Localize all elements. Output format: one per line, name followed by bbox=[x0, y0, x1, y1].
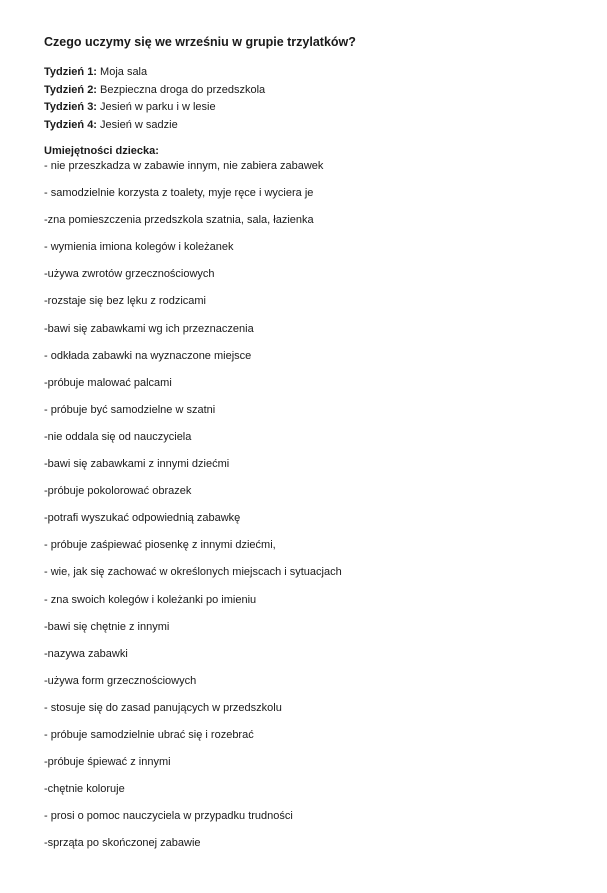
week-item bbox=[44, 117, 584, 135]
skill-item: -sprząta po skończonej zabawie bbox=[44, 837, 201, 850]
week-label: Tydzień 3: bbox=[44, 101, 97, 113]
document-title: Czego uczymy się we wrześniu w grupie trzylatków? bbox=[44, 35, 356, 49]
skill-item: - nie przeszkadza w zabawie innym, nie zabiera zabawek bbox=[44, 160, 324, 172]
week-topic: Jesień w sadzie bbox=[96, 118, 178, 131]
skill-item: -chętnie koloruje bbox=[44, 783, 125, 796]
skill-item: - próbuje być samodzielne w szatni bbox=[44, 403, 216, 416]
skill-item: - wymienia imiona kolegów i koleżanek bbox=[44, 241, 234, 254]
skill-item: - samodzielnie korzysta z toalety, myje ręce i wyciera je bbox=[44, 187, 314, 200]
skill-item: - odkłada zabawki na wyznaczone miejsce bbox=[44, 349, 252, 362]
skill-item: -próbuje malować palcami bbox=[44, 376, 172, 389]
week-item bbox=[44, 64, 584, 82]
week-topic: Jesień w parku i w lesie bbox=[96, 101, 216, 113]
week-item bbox=[44, 82, 584, 100]
skill-item: - próbuje zaśpiewać piosenkę z innymi dziećmi, bbox=[44, 539, 276, 552]
skill-item: -używa zwrotów grzecznościowych bbox=[44, 268, 215, 281]
skill-item: -używa form grzecznościowych bbox=[44, 674, 197, 687]
week-label: Tydzień 1: bbox=[44, 66, 97, 78]
skill-item: -bawi się zabawkami z innymi dziećmi bbox=[44, 458, 230, 471]
skill-item: - stosuje się do zasad panujących w przedszkolu bbox=[44, 701, 282, 714]
skill-item: - próbuje samodzielnie ubrać się i rozebrać bbox=[44, 728, 254, 741]
skill-item: - zna swoich kolegów i koleżanki po imieniu bbox=[44, 593, 257, 606]
skill-item: -próbuje pokolorować obrazek bbox=[44, 485, 192, 498]
skill-item: -próbuje śpiewać z innymi bbox=[44, 756, 171, 769]
week-topic: Moja sala bbox=[96, 66, 148, 78]
week-label: Tydzień 4: bbox=[44, 118, 97, 131]
skill-item: -nie oddala się od nauczyciela bbox=[44, 430, 192, 443]
skill-item: -zna pomieszczenia przedszkola szatnia, sala, łazienka bbox=[44, 214, 314, 227]
week-topic: Bezpieczna droga do przedszkola bbox=[96, 83, 266, 96]
skill-item: -nazywa zabawki bbox=[44, 647, 128, 660]
week-label: Tydzień 2: bbox=[44, 83, 97, 96]
skill-item: - wie, jak się zachować w określonych miejscach i sytuacjach bbox=[44, 566, 342, 579]
weeks-list bbox=[44, 64, 584, 134]
skills-list bbox=[44, 159, 584, 851]
skill-item: -potrafi wyszukać odpowiednią zabawkę bbox=[44, 512, 241, 525]
document-page bbox=[44, 34, 584, 863]
skill-item: -rozstaje się bez lęku z rodzicami bbox=[44, 295, 207, 308]
skill-item: -bawi się zabawkami wg ich przeznaczenia bbox=[44, 322, 254, 335]
skill-item: -bawi się chętnie z innymi bbox=[44, 620, 170, 633]
skills-heading: Umiejętności dziecka: bbox=[44, 145, 159, 157]
skill-item: - prosi o pomoc nauczyciela w przypadku trudności bbox=[44, 810, 293, 823]
week-item bbox=[44, 99, 584, 117]
